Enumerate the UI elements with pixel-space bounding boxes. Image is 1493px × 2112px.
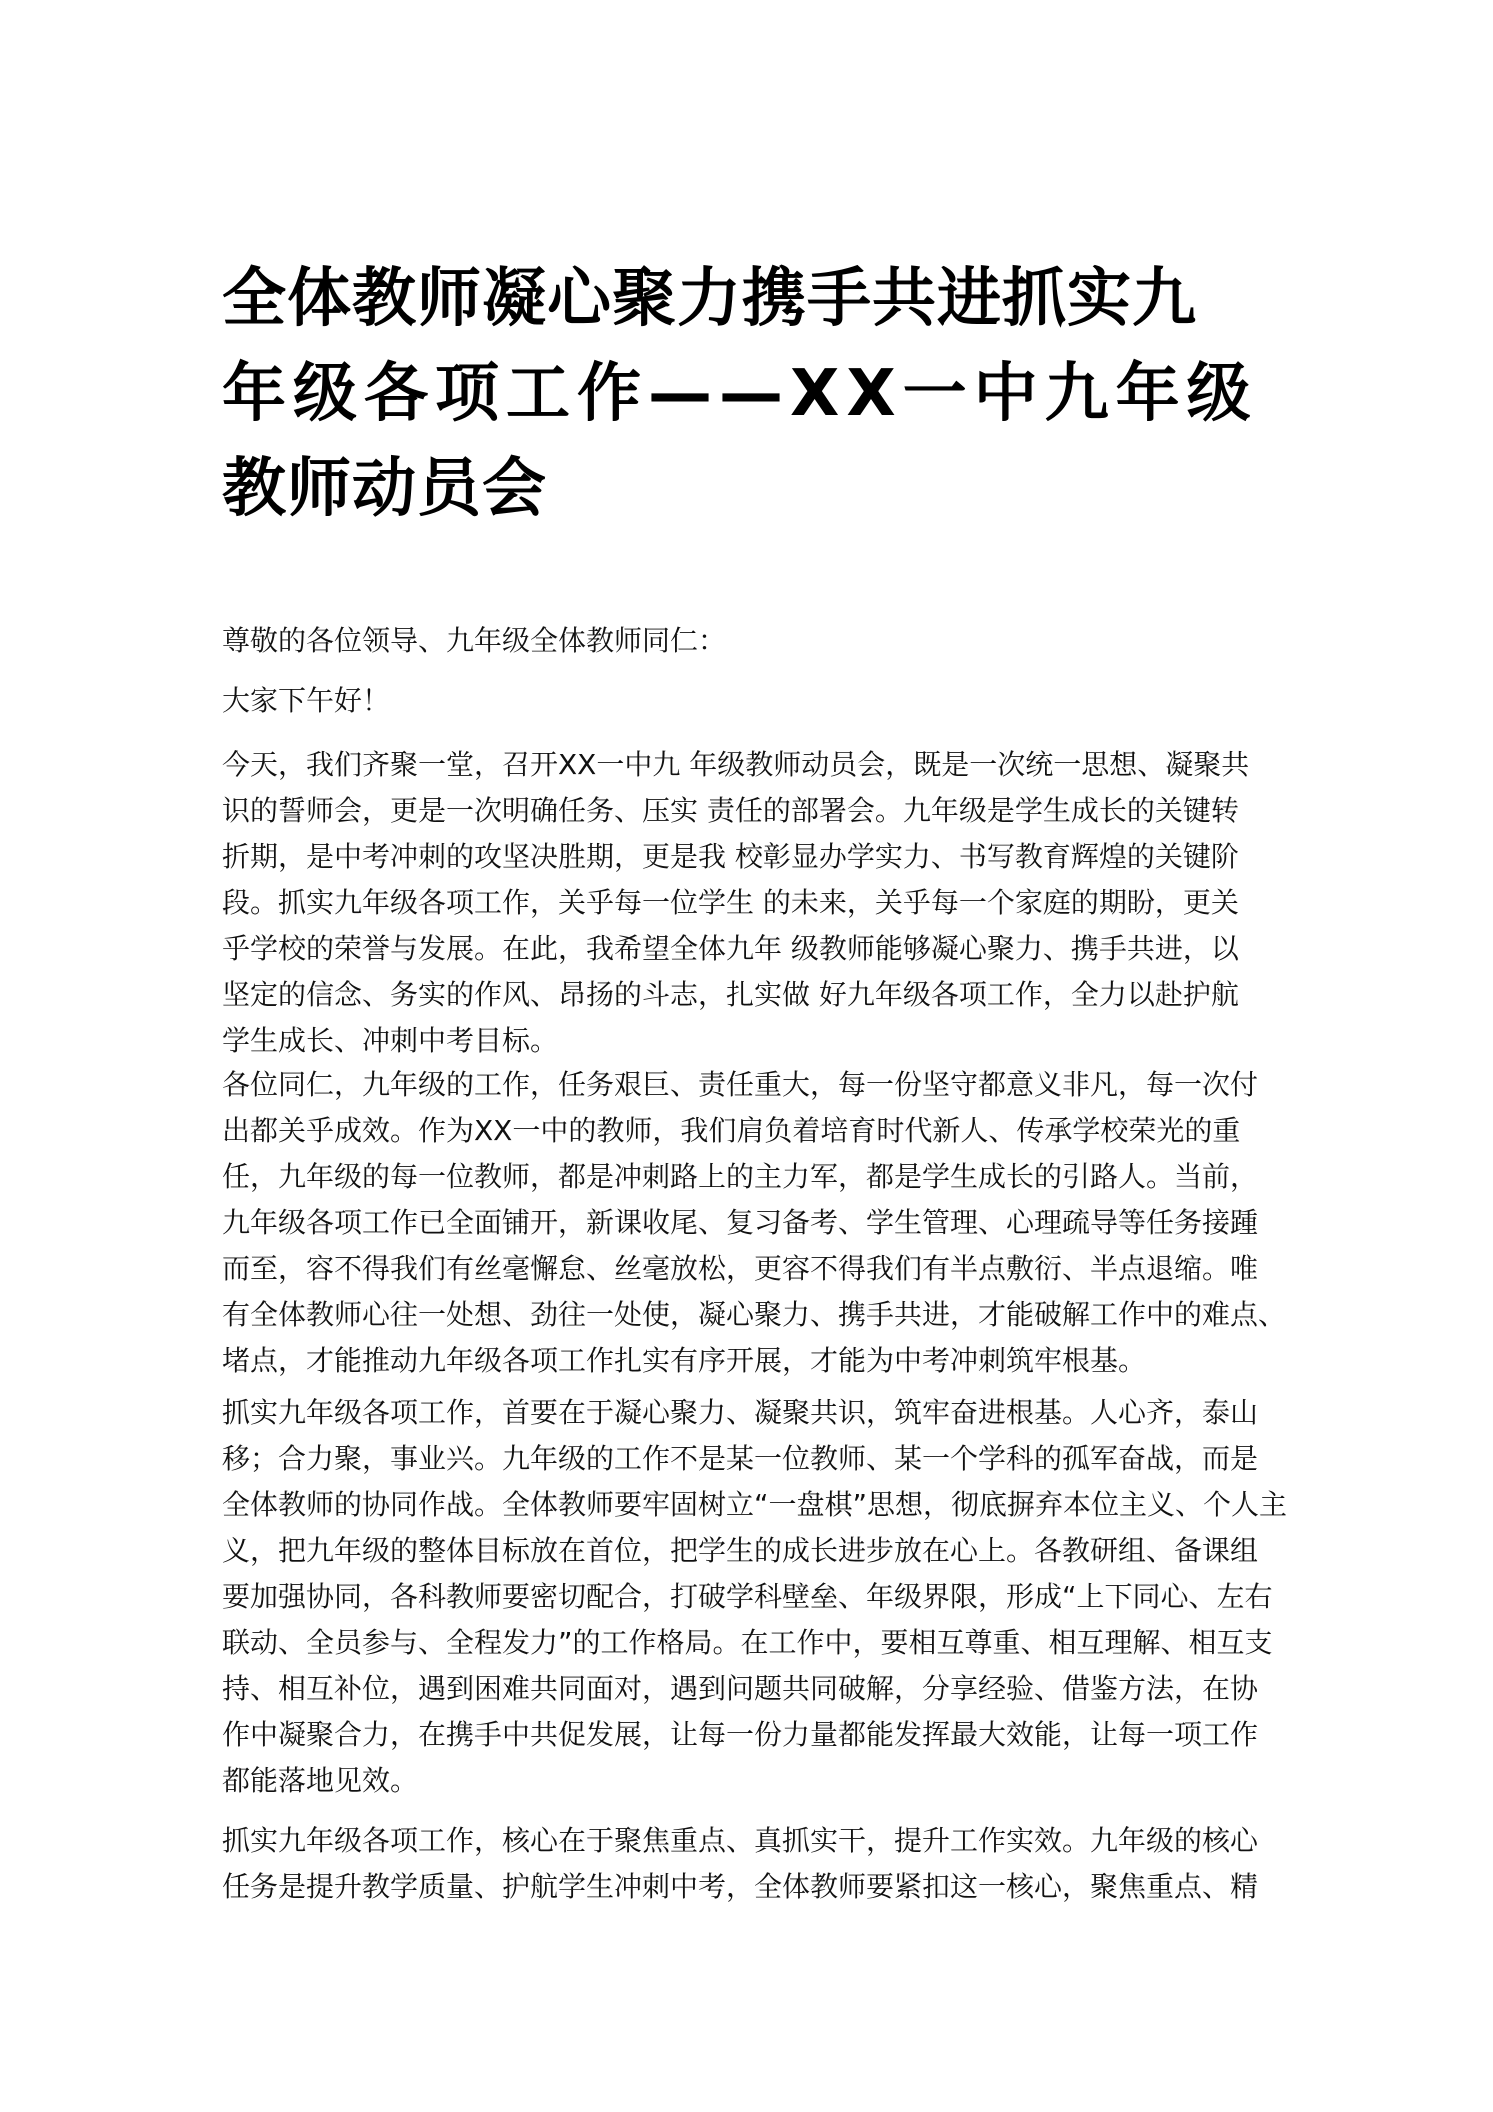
paragraph-line: 抓实九年级各项工作，首要在于凝心聚力、凝聚共识，筑牢奋进根基。人心齐，泰山 — [222, 1396, 1259, 1429]
paragraph-1 — [222, 742, 1302, 1064]
paragraph-line: 乎学校的荣誉与发展。在此，我希望全体九年 级教师能够凝心聚力、携手共进，以 — [222, 932, 1239, 965]
document-title — [222, 252, 1302, 537]
paragraph-line: 识的誓师会，更是一次明确任务、压实 责任的部署会。九年级是学生成长的关键转 — [222, 794, 1239, 827]
paragraph-line: 联动、全员参与、全程发力”的工作格局。在工作中，要相互尊重、相互理解、相互支 — [222, 1626, 1273, 1659]
paragraph-2 — [222, 1062, 1302, 1384]
paragraph-3 — [222, 1390, 1302, 1804]
paragraph-line: 要加强协同，各科教师要密切配合，打破学科壁垒、年级界限，形成“上下同心、左右 — [222, 1580, 1273, 1613]
title-line-3: 教师动员会 — [222, 452, 547, 526]
title-line-2: 年级各项工作——XX一中九年级 — [222, 357, 1258, 431]
title-line-1: 全体教师凝心聚力携手共进抓实九 — [222, 262, 1197, 336]
paragraph-line: 折期，是中考冲刺的攻坚决胜期，更是我 校彰显办学实力、书写教育辉煌的关键阶 — [222, 840, 1239, 873]
salutation — [222, 618, 1302, 664]
paragraph-line: 坚定的信念、务实的作风、昂扬的斗志，扎实做 好九年级各项工作，全力以赴护航 — [222, 978, 1239, 1011]
paragraph-line: 移；合力聚，事业兴。九年级的工作不是某一位教师、某一个学科的孤军奋战，而是 — [222, 1442, 1259, 1475]
paragraph-4 — [222, 1818, 1302, 1910]
paragraph-line: 任务是提升教学质量、护航学生冲刺中考，全体教师要紧扣这一核心，聚焦重点、精 — [222, 1870, 1259, 1903]
paragraph-line: 抓实九年级各项工作，核心在于聚焦重点、真抓实干，提升工作实效。九年级的核心 — [222, 1824, 1259, 1857]
paragraph-line: 全体教师的协同作战。全体教师要牢固树立“一盘棋”思想，彻底摒弃本位主义、个人主 — [222, 1488, 1288, 1521]
greeting — [222, 678, 1302, 724]
paragraph-line: 有全体教师心往一处想、劲往一处使，凝心聚力、携手共进，才能破解工作中的难点、 — [222, 1298, 1287, 1331]
paragraph-line: 各位同仁，九年级的工作，任务艰巨、责任重大，每一份坚守都意义非凡，每一次付 — [222, 1068, 1259, 1101]
paragraph-line: 作中凝聚合力，在携手中共促发展，让每一份力量都能发挥最大效能，让每一项工作 — [222, 1718, 1259, 1751]
paragraph-line: 今天，我们齐聚一堂，召开XX一中九 年级教师动员会，既是一次统一思想、凝聚共 — [222, 748, 1250, 781]
paragraph-line: 义，把九年级的整体目标放在首位，把学生的成长进步放在心上。各教研组、备课组 — [222, 1534, 1259, 1567]
paragraph-line: 出都关乎成效。作为XX一中的教师，我们肩负着培育时代新人、传承学校荣光的重 — [222, 1114, 1241, 1147]
paragraph-line: 任，九年级的每一位教师，都是冲刺路上的主力军，都是学生成长的引路人。当前， — [222, 1160, 1259, 1193]
salutation-text: 尊敬的各位领导、九年级全体教师同仁： — [222, 624, 727, 657]
paragraph-line: 而至，容不得我们有丝毫懈怠、丝毫放松，更容不得我们有半点敷衍、半点退缩。唯 — [222, 1252, 1259, 1285]
paragraph-line: 九年级各项工作已全面铺开，新课收尾、复习备考、学生管理、心理疏导等任务接踵 — [222, 1206, 1259, 1239]
paragraph-line: 段。抓实九年级各项工作，关乎每一位学生 的未来，关乎每一个家庭的期盼，更关 — [222, 886, 1239, 919]
paragraph-line: 都能落地见效。 — [222, 1764, 419, 1797]
paragraph-line: 堵点，才能推动九年级各项工作扎实有序开展，才能为中考冲刺筑牢根基。 — [222, 1344, 1147, 1377]
paragraph-line: 学生成长、冲刺中考目标。 — [222, 1024, 559, 1057]
paragraph-line: 持、相互补位，遇到困难共同面对，遇到问题共同破解，分享经验、借鉴方法，在协 — [222, 1672, 1259, 1705]
greeting-text: 大家下午好！ — [222, 684, 391, 717]
